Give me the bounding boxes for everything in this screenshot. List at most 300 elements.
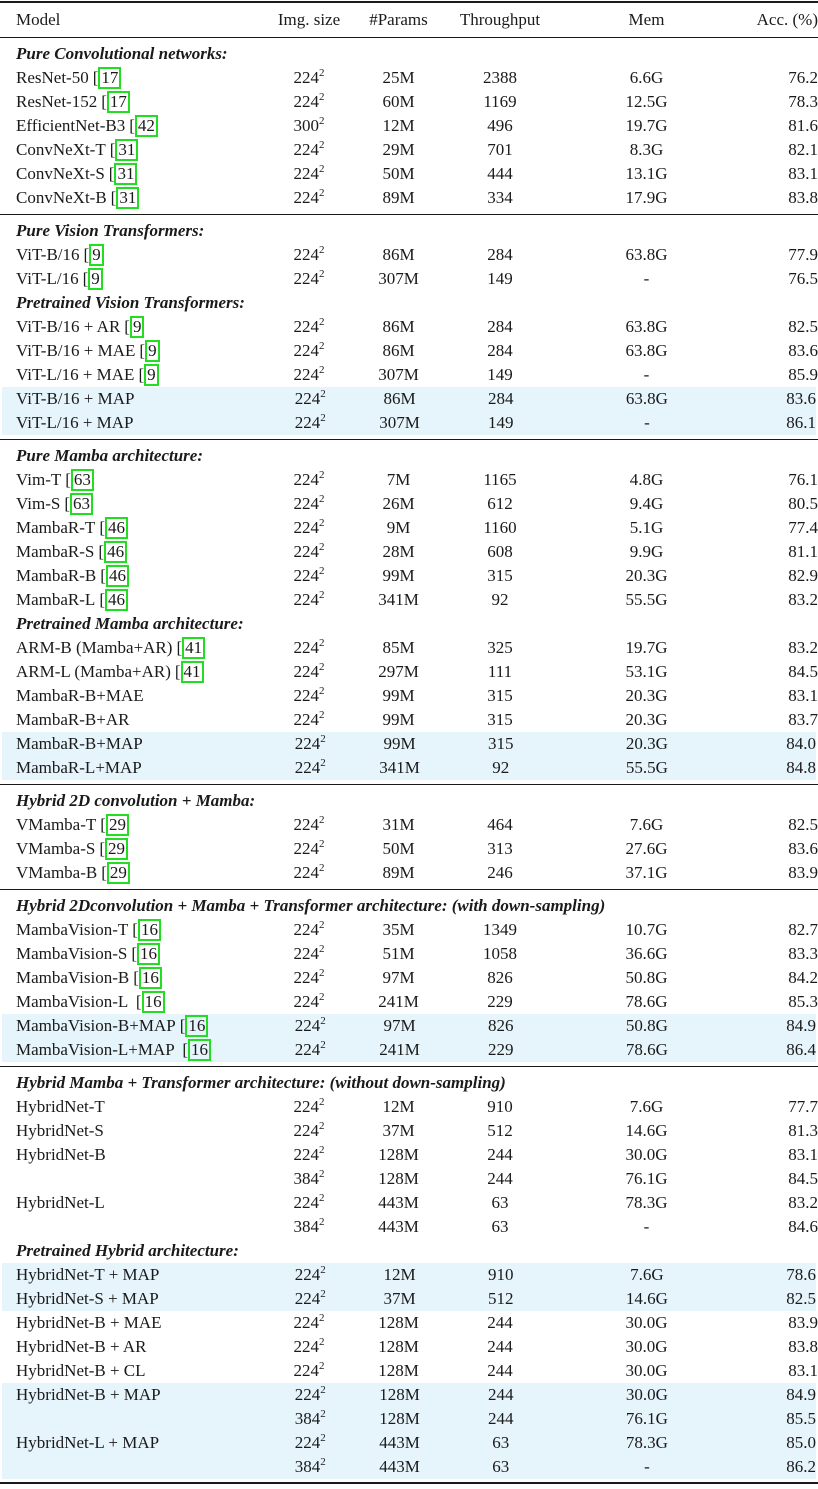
- table-row-highlighted: [2, 1014, 816, 1038]
- cell-params: 128M: [378, 1337, 419, 1356]
- cell-throughput: 1349: [483, 920, 517, 939]
- table-row-highlighted: [2, 1407, 816, 1431]
- cell-throughput: 826: [488, 1016, 514, 1035]
- cell-params: 443M: [379, 1457, 420, 1476]
- img-size-exponent: 2: [320, 388, 326, 400]
- cell-params: 307M: [379, 413, 420, 432]
- cell-img-size: [262, 861, 356, 885]
- img-size-value: 224: [293, 1121, 319, 1140]
- cell-accuracy: 85.3: [788, 992, 818, 1011]
- header-params: #Params: [369, 10, 428, 29]
- cell-params: 128M: [379, 1385, 420, 1404]
- citation-link[interactable]: 29: [107, 862, 130, 884]
- cell-throughput: 111: [487, 662, 513, 681]
- img-size-exponent: 2: [319, 919, 325, 931]
- img-size-value: 224: [293, 188, 319, 207]
- model-name: MambaR-L+MAP: [16, 758, 142, 777]
- img-size-exponent: 2: [319, 943, 325, 955]
- cell-mem: 76.1G: [625, 1169, 668, 1188]
- cell-model: [0, 837, 262, 861]
- model-name: ViT-L/16 + MAP: [16, 413, 134, 432]
- img-size-value: 384: [294, 1457, 321, 1476]
- cell-params: 128M: [378, 1169, 419, 1188]
- cell-throughput: 1160: [483, 518, 517, 537]
- cell-throughput: 826: [487, 968, 513, 987]
- citation-link[interactable]: 9: [144, 364, 159, 386]
- cell-mem: 7.6G: [630, 1265, 664, 1284]
- cell-mem: 78.6G: [625, 992, 668, 1011]
- cell-accuracy: 82.9: [788, 566, 818, 585]
- table-row-highlighted: [2, 411, 816, 435]
- cell-mem: 30.0G: [625, 1337, 668, 1356]
- cell-throughput: 313: [487, 839, 513, 858]
- cell-params: 128M: [378, 1145, 419, 1164]
- table-row: [0, 315, 818, 339]
- cell-img-size: [263, 1263, 357, 1287]
- img-size-exponent: 2: [320, 412, 326, 424]
- img-size-exponent: 2: [320, 1288, 326, 1300]
- cell-params: 89M: [382, 188, 415, 207]
- img-size-exponent: 2: [319, 661, 325, 673]
- cell-img-size: [262, 1215, 356, 1239]
- cell-accuracy: 82.5: [788, 815, 818, 834]
- img-size-exponent: 2: [319, 340, 325, 352]
- img-size-value: 224: [294, 758, 321, 777]
- citation-link[interactable]: 16: [138, 919, 161, 941]
- cell-mem: -: [644, 1457, 650, 1476]
- img-size-value: 224: [293, 92, 319, 111]
- citation-link[interactable]: 46: [105, 517, 128, 539]
- img-size-value: 224: [293, 920, 319, 939]
- cell-model: [0, 1143, 262, 1167]
- cell-accuracy: 83.6: [788, 341, 818, 360]
- cell-mem: 53.1G: [625, 662, 668, 681]
- cell-mem: 19.7G: [625, 116, 668, 135]
- cell-params: 97M: [382, 968, 415, 987]
- cell-model: [0, 540, 262, 564]
- cell-img-size: [262, 1359, 356, 1383]
- cell-mem: 10.7G: [625, 920, 668, 939]
- cell-img-size: [262, 138, 356, 162]
- cell-accuracy: 83.3: [788, 944, 818, 963]
- citation-bracket: [: [176, 638, 183, 657]
- model-name: ConvNeXt-T: [16, 140, 106, 159]
- table-row: [0, 267, 818, 291]
- cell-accuracy: 83.6: [786, 389, 816, 408]
- cell-accuracy: 80.5: [788, 494, 818, 513]
- section-title: Pure Mamba architecture:: [16, 446, 203, 465]
- model-name: HybridNet-L: [16, 1193, 105, 1212]
- table-row: [0, 861, 818, 885]
- table-row: [0, 966, 818, 990]
- cell-mem: 20.3G: [625, 734, 668, 753]
- cell-img-size: [262, 966, 356, 990]
- img-size-value: 224: [294, 389, 321, 408]
- img-size-value: 224: [293, 542, 319, 561]
- table-row: [0, 708, 818, 732]
- cell-img-size: [263, 1038, 357, 1062]
- cell-model: [0, 990, 262, 1014]
- model-name: MambaR-B: [16, 566, 97, 585]
- cell-accuracy: 83.9: [788, 863, 818, 882]
- cell-mem: 17.9G: [625, 188, 668, 207]
- img-size-exponent: 2: [319, 1336, 325, 1348]
- img-size-value: 224: [293, 815, 319, 834]
- citation-link[interactable]: 31: [114, 163, 137, 185]
- citation-link[interactable]: 63: [71, 469, 94, 491]
- citation-bracket: [: [179, 1016, 186, 1035]
- header-model: Model: [16, 10, 61, 29]
- cell-throughput: 92: [491, 590, 509, 609]
- img-size-value: 224: [293, 1313, 319, 1332]
- img-size-value: 224: [293, 365, 319, 384]
- cell-accuracy: 86.2: [786, 1457, 816, 1476]
- img-size-exponent: 2: [320, 1384, 326, 1396]
- header-row: [0, 3, 818, 37]
- citation-bracket: [: [133, 968, 139, 987]
- cell-throughput: 244: [488, 1385, 514, 1404]
- cell-model: [0, 138, 262, 162]
- cell-img-size: [262, 660, 356, 684]
- img-size-exponent: 2: [319, 364, 325, 376]
- header-mem: Mem: [628, 10, 665, 29]
- table-row: [0, 918, 818, 942]
- cell-img-size: [262, 942, 356, 966]
- cell-model: [0, 918, 262, 942]
- cell-accuracy: 84.5: [788, 662, 818, 681]
- cell-model: [0, 966, 262, 990]
- table-row: [0, 1143, 818, 1167]
- cell-img-size: [263, 411, 357, 435]
- table-row-highlighted: [2, 732, 816, 756]
- cell-img-size: [263, 1014, 357, 1038]
- section-title: Pretrained Vision Transformers:: [16, 293, 245, 312]
- cell-params: 128M: [379, 1409, 420, 1428]
- img-size-value: 224: [293, 1361, 319, 1380]
- citation-link[interactable]: 46: [105, 589, 128, 611]
- section-title: Pure Convolutional networks:: [16, 44, 228, 63]
- cell-img-size: [262, 1119, 356, 1143]
- citation-link[interactable]: 16: [188, 1039, 211, 1061]
- cell-accuracy: 83.6: [788, 839, 818, 858]
- cell-params: 9M: [386, 518, 411, 537]
- cell-throughput: 512: [488, 1289, 514, 1308]
- cell-accuracy: 83.1: [788, 686, 818, 705]
- model-name: HybridNet-L + MAP: [16, 1433, 160, 1452]
- cell-mem: 36.6G: [625, 944, 668, 963]
- img-size-value: 224: [293, 317, 319, 336]
- cell-throughput: 284: [487, 341, 513, 360]
- citation-bracket: [: [109, 140, 116, 159]
- img-size-value: 224: [294, 1289, 321, 1308]
- citation-link[interactable]: 63: [70, 493, 93, 515]
- cell-mem: 4.8G: [629, 470, 664, 489]
- citation-link[interactable]: 42: [135, 115, 158, 137]
- citation-bracket: [: [108, 164, 115, 183]
- citation-link[interactable]: 16: [142, 991, 165, 1013]
- img-size-value: 224: [293, 710, 319, 729]
- cell-throughput: 284: [487, 245, 513, 264]
- cell-throughput: 608: [487, 542, 513, 561]
- table-row-highlighted: [2, 1038, 816, 1062]
- cell-model: [0, 66, 262, 90]
- img-size-value: 384: [294, 1409, 321, 1428]
- cell-params: 28M: [382, 542, 415, 561]
- cell-model: [0, 90, 262, 114]
- cell-model: [2, 1383, 263, 1407]
- cell-params: 29M: [382, 140, 415, 159]
- cell-throughput: 244: [487, 1169, 513, 1188]
- header-img-size: Img. size: [277, 10, 341, 29]
- header-accuracy: Acc. (%): [756, 10, 818, 29]
- img-size-exponent: 2: [319, 67, 325, 79]
- cell-mem: 78.3G: [625, 1433, 668, 1452]
- cell-img-size: [262, 636, 356, 660]
- img-size-value: 224: [293, 164, 319, 183]
- cell-img-size: [262, 315, 356, 339]
- cell-params: 297M: [378, 662, 419, 681]
- cell-accuracy: 83.1: [788, 1361, 818, 1380]
- cell-img-size: [262, 540, 356, 564]
- cell-img-size: [262, 162, 356, 186]
- cell-accuracy: 85.9: [788, 365, 818, 384]
- cell-params: 341M: [378, 590, 419, 609]
- img-size-exponent: 2: [319, 1168, 325, 1180]
- cell-img-size: [262, 468, 356, 492]
- citation-link[interactable]: 41: [182, 637, 205, 659]
- img-size-exponent: 2: [320, 1456, 326, 1468]
- cell-mem: 78.6G: [625, 1040, 668, 1059]
- img-size-exponent: 2: [319, 1120, 325, 1132]
- bottom-rule: [0, 1482, 818, 1484]
- cell-img-size: [262, 1311, 356, 1335]
- citation-bracket: [: [139, 341, 146, 360]
- cell-throughput: 910: [488, 1265, 514, 1284]
- img-size-exponent: 2: [320, 1432, 326, 1444]
- cell-throughput: 229: [487, 992, 513, 1011]
- cell-mem: 30.0G: [625, 1385, 668, 1404]
- cell-mem: 14.6G: [625, 1289, 668, 1308]
- cell-throughput: 149: [488, 413, 514, 432]
- cell-params: 241M: [379, 1040, 420, 1059]
- cell-model: [0, 162, 262, 186]
- img-size-exponent: 2: [320, 757, 326, 769]
- citation-bracket: [: [131, 944, 138, 963]
- cell-accuracy: 85.5: [786, 1409, 816, 1428]
- citation-link[interactable]: 9: [88, 268, 103, 290]
- table-row: [0, 363, 818, 387]
- model-name: MambaR-T: [16, 518, 96, 537]
- cell-throughput: 246: [487, 863, 513, 882]
- img-size-exponent: 2: [319, 565, 325, 577]
- cell-params: 307M: [378, 365, 419, 384]
- cell-img-size: [263, 387, 357, 411]
- cell-accuracy: 76.5: [788, 269, 818, 288]
- cell-accuracy: 85.0: [786, 1433, 816, 1452]
- cell-mem: 9.4G: [629, 494, 664, 513]
- citation-link[interactable]: 17: [98, 67, 121, 89]
- cell-model: [0, 492, 262, 516]
- img-size-value: 224: [293, 686, 319, 705]
- cell-throughput: 149: [487, 269, 513, 288]
- citation-link[interactable]: 29: [105, 838, 128, 860]
- img-size-value: 224: [293, 638, 319, 657]
- table-row: [0, 468, 818, 492]
- cell-throughput: 512: [487, 1121, 513, 1140]
- cell-accuracy: 84.6: [788, 1217, 818, 1236]
- cell-params: 128M: [378, 1361, 419, 1380]
- img-size-value: 224: [293, 992, 319, 1011]
- cell-model: [0, 1311, 262, 1335]
- cell-throughput: 315: [488, 734, 514, 753]
- img-size-value: 224: [293, 566, 319, 585]
- cell-model: [0, 339, 262, 363]
- cell-accuracy: 84.9: [786, 1016, 816, 1035]
- table-row: [0, 66, 818, 90]
- cell-params: 99M: [382, 710, 415, 729]
- cell-img-size: [263, 1287, 357, 1311]
- model-name: VMamba-B: [16, 863, 98, 882]
- model-name: MambaR-B+AR: [16, 710, 130, 729]
- section-title: Hybrid 2Dconvolution + Mamba + Transformer architecture: (with down-sampling): [16, 896, 606, 915]
- cell-mem: 30.0G: [625, 1313, 668, 1332]
- img-size-exponent: 2: [319, 1144, 325, 1156]
- table-row: [0, 339, 818, 363]
- citation-link[interactable]: 46: [104, 541, 127, 563]
- cell-img-size: [262, 1143, 356, 1167]
- img-size-exponent: 2: [319, 115, 325, 127]
- cell-params: 12M: [382, 116, 415, 135]
- cell-params: 97M: [383, 1016, 416, 1035]
- img-size-exponent: 2: [320, 733, 326, 745]
- model-name: HybridNet-B + MAE: [16, 1313, 162, 1332]
- cell-mem: -: [643, 269, 650, 288]
- cell-model: [0, 114, 262, 138]
- citation-link[interactable]: 29: [106, 814, 129, 836]
- cell-accuracy: 77.4: [788, 518, 818, 537]
- citation-link[interactable]: 16: [139, 967, 162, 989]
- citation-link[interactable]: 9: [130, 316, 145, 338]
- citation-link[interactable]: 16: [137, 943, 160, 965]
- cell-model: [0, 1095, 262, 1119]
- cell-img-size: [262, 267, 356, 291]
- cell-throughput: 63: [491, 1217, 509, 1236]
- cell-mem: 63.8G: [625, 245, 668, 264]
- img-size-value: 224: [294, 413, 321, 432]
- cell-model: [2, 387, 263, 411]
- model-name: HybridNet-T + MAP: [16, 1265, 160, 1284]
- cell-img-size: [262, 90, 356, 114]
- table-row: [0, 114, 818, 138]
- cell-params: 12M: [383, 1265, 416, 1284]
- cell-accuracy: 77.9: [788, 245, 818, 264]
- citation-link[interactable]: 17: [107, 91, 130, 113]
- cell-mem: -: [644, 413, 650, 432]
- cell-params: 443M: [378, 1193, 419, 1212]
- cell-throughput: 149: [487, 365, 513, 384]
- img-size-value: 224: [294, 1433, 321, 1452]
- model-name: Vim-S: [16, 494, 61, 513]
- table-body: [0, 38, 818, 1479]
- cell-accuracy: 83.1: [788, 1145, 818, 1164]
- cell-params: 25M: [382, 68, 415, 87]
- cell-img-size: [262, 1167, 356, 1191]
- cell-model: [0, 1335, 262, 1359]
- cell-mem: 7.6G: [629, 1097, 664, 1116]
- img-size-exponent: 2: [319, 1312, 325, 1324]
- cell-accuracy: 86.4: [786, 1040, 816, 1059]
- img-size-value: 224: [293, 68, 319, 87]
- table-row: [0, 1335, 818, 1359]
- cell-model: [0, 861, 262, 885]
- cell-mem: 13.1G: [625, 164, 668, 183]
- cell-img-size: [263, 1455, 357, 1479]
- cell-img-size: [262, 492, 356, 516]
- cell-accuracy: 83.2: [788, 1193, 818, 1212]
- img-size-exponent: 2: [319, 469, 325, 481]
- cell-model: [0, 684, 262, 708]
- img-size-exponent: 2: [319, 685, 325, 697]
- cell-model: [0, 564, 262, 588]
- cell-model: [0, 942, 262, 966]
- citation-link[interactable]: 41: [181, 661, 204, 683]
- citation-bracket: [: [101, 863, 107, 882]
- cell-model: [2, 1263, 263, 1287]
- cell-params: 50M: [382, 839, 415, 858]
- model-name: MambaR-B+MAE: [16, 686, 144, 705]
- model-name: ResNet-152: [16, 92, 98, 111]
- model-name: VMamba-T: [16, 815, 97, 834]
- cell-img-size: [262, 837, 356, 861]
- cell-accuracy: 82.5: [786, 1289, 816, 1308]
- citation-bracket: [: [64, 494, 70, 513]
- cell-accuracy: 83.2: [788, 590, 818, 609]
- img-size-exponent: 2: [319, 862, 325, 874]
- img-size-value: 224: [293, 863, 319, 882]
- citation-link[interactable]: 9: [89, 244, 104, 266]
- model-name: ViT-B/16 + MAP: [16, 389, 135, 408]
- img-size-value: 224: [293, 590, 319, 609]
- citation-bracket: [: [65, 470, 71, 489]
- table-row: [0, 684, 818, 708]
- citation-link[interactable]: 16: [185, 1015, 208, 1037]
- citation-link[interactable]: 31: [115, 139, 138, 161]
- citation-link[interactable]: 46: [106, 565, 129, 587]
- table-row: [0, 516, 818, 540]
- cell-model: [2, 1038, 263, 1062]
- cell-accuracy: 81.6: [788, 116, 818, 135]
- cell-params: 89M: [382, 863, 415, 882]
- table-row: [0, 636, 818, 660]
- model-name: MambaR-B+MAP: [16, 734, 143, 753]
- cell-mem: 63.8G: [625, 389, 668, 408]
- cell-model: [2, 411, 263, 435]
- img-size-exponent: 2: [320, 1408, 326, 1420]
- cell-throughput: 284: [488, 389, 514, 408]
- cell-params: 443M: [378, 1217, 419, 1236]
- model-name: MambaVision-L: [16, 992, 132, 1011]
- cell-throughput: 229: [488, 1040, 514, 1059]
- table-row: [0, 1095, 818, 1119]
- cell-mem: 30.0G: [625, 1361, 668, 1380]
- cell-model: [0, 636, 262, 660]
- cell-mem: 63.8G: [625, 317, 668, 336]
- citation-link[interactable]: 9: [145, 340, 160, 362]
- citation-link[interactable]: 31: [116, 187, 139, 209]
- cell-model: [0, 1191, 262, 1215]
- cell-img-size: [262, 1095, 356, 1119]
- model-name: VMamba-S: [16, 839, 96, 858]
